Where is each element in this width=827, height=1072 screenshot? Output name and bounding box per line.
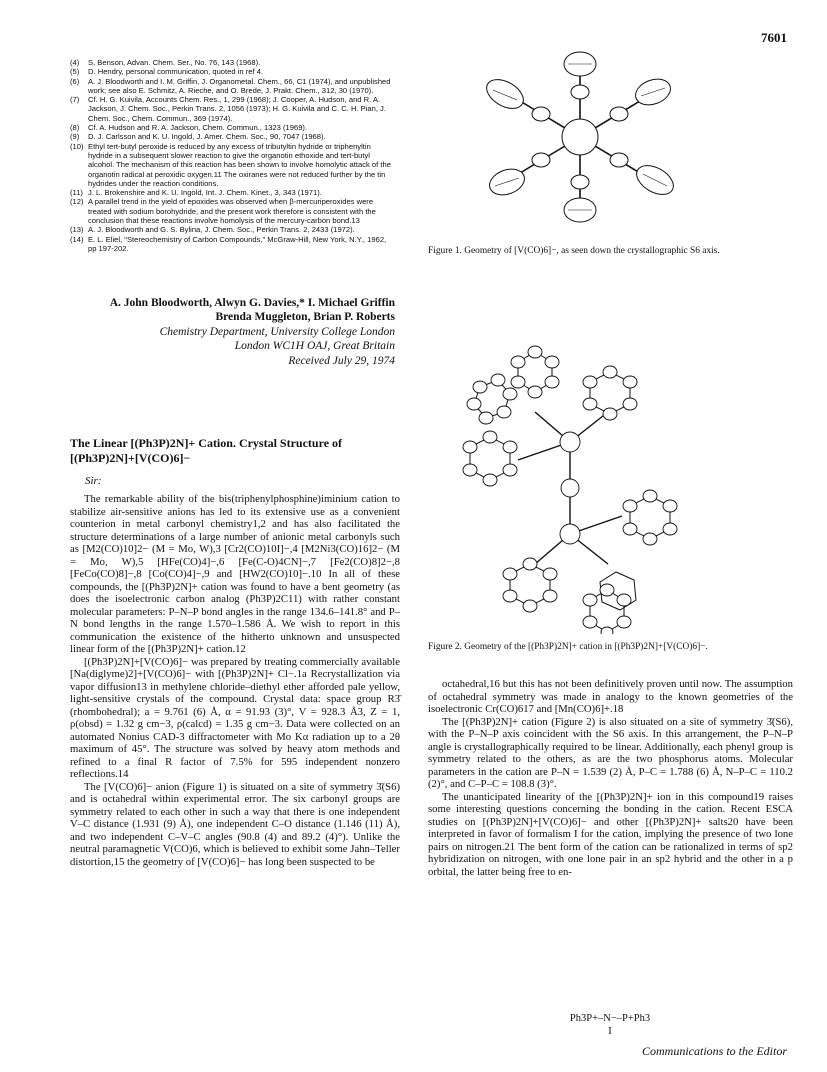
reference-number: (14)	[70, 234, 84, 244]
reference-text: Cf. H. G. Kuivila, Accounts Chem. Res., 1, 299 (1968); J. Cooper, A. Hudson, and R. A. Jackson, J. Chem. Soc., Perkin Trans. 2, 1056 (1973); H. G. Kuivila and C. C. H. Pian, J. Chem. Soc., Chem. Commun., 369 (1974).	[88, 95, 386, 123]
salutation: Sir:	[85, 475, 102, 487]
formula-I	[540, 1012, 680, 1038]
figure-1-caption: Figure 1. Geometry of [V(CO)6]−, as seen down the crystallographic S6 axis.	[428, 246, 720, 256]
reference-number: (4)	[70, 58, 80, 67]
reference-text: Cf. A. Hudson and R. A. Jackson, Chem. Commun., 1323 (1969).	[88, 123, 308, 133]
reference-text: S. Benson, Advan. Chem. Ser., No. 76, 143 (1968).	[88, 58, 261, 67]
formula-structure: Ph3P+–N−–P+Ph3	[569, 1013, 651, 1024]
affiliation: Chemistry Department, University College London	[159, 325, 395, 338]
reference-text: E. L. Eliel, "Stereochemistry of Carbon Compounds," McGraw-Hill, New York, N.Y., 1962, pp 197-202.	[88, 234, 387, 253]
title-line-2: [(Ph3P)2N]+[V(CO)6]−	[70, 451, 191, 465]
paragraph: octahedral,16 but this has not been definitively proven until now. The assumption of octahedral symmetry was made in analogy to the known geometries of the isoelectronic Cr(CO)617 and [Mn(CO)6]+.18	[428, 678, 793, 715]
reference-item	[70, 123, 392, 132]
reference-item	[70, 225, 392, 234]
section-footer: Communications to the Editor	[642, 1044, 787, 1058]
paragraph: The unanticipated linearity of the [(Ph3P)2N]+ ion in this compound19 raises some interesting questions concerning the bonding in the cation. Recent ESCA studies on [(Ph3P)2N]+[V(CO)6]− and other [(Ph3P)2N]+ salts20 have been interpreted in favor of formalism I for the cation, implying the presence of two lone pairs on nitrogen.21 The bent form of the cation can be rationalized in terms of sp2 hybridization on nitrogen, with one lone pair in an sp2 hybrid and the other in a p orbital, the latter being free to en-	[428, 790, 793, 878]
figure-1-vco6-drawing	[465, 46, 695, 228]
reference-number: (8)	[70, 123, 80, 133]
reference-text: A parallel trend in the yield of epoxides was observed when β-mercuriperoxides were treated with sodium borohydride, and the present work therefore is consistent with the conclusion that these reactions involve homolysis of the mercury-carbon bond.13	[88, 197, 376, 226]
reference-item	[70, 188, 392, 197]
reference-text: Ethyl tert-butyl peroxide is reduced by any excess of tributyltin hydride or triphenyltin hydride in a subsequent slower reaction to give the organotin ethoxide and tert-butyl alcohol. The mechanism of this reaction has been shown to involve homolytic attack of the organotin radical at peroxidic oxygen.11 The oxiranes were not reduced further by the tin hydrides under the reaction conditions.	[88, 141, 391, 188]
references-list	[70, 58, 392, 253]
paragraph: [(Ph3P)2N]+[V(CO)6]− was prepared by treating commercially available [Na(diglyme)2]+[V(CO)6]− with [(Ph3P)2N]+ Cl−.1a Recrystallization via vapor diffusion13 in methylene chloride–diethyl ether afforded pale yellow, light-sensitive crystals of the compound. Crystal data: space group R3̄ (rhombohedral); a = 9.761 (6) Å, α = 91.93 (3)°, V = 928.3 Å3, Z = 1, ρ(obsd) = 1.32 g cm−3, ρ(calcd) = 1.35 g cm−3. Data were collected on an automated Nonius CAD-3 diffractometer with Mo Kα radiation up to a 2θ maximum of 45°. The structure was solved by heavy atom methods and refined to a final R factor of 7.5% for 595 independent nonzero reflections.14	[70, 655, 400, 780]
reference-item	[70, 132, 392, 141]
author-names-2: Brenda Muggleton, Brian P. Roberts	[215, 311, 395, 324]
reference-item	[70, 95, 392, 123]
reference-text: A. J. Bloodworth and I. M. Griffin, J. Organometal. Chem., 66, C1 (1974), and unpublished work; see also E. Schmitz, A. Rieche, and O. Brede, J. Prakt. Chem., 312, 30 (1970).	[88, 76, 391, 95]
article-title	[70, 436, 400, 466]
reference-item	[70, 67, 392, 76]
reference-item	[70, 142, 392, 188]
reference-number: (6)	[70, 76, 80, 86]
reference-text: J. L. Brokenshire and K. U. Ingold, Int. J. Chem. Kinet., 3, 343 (1971).	[88, 188, 322, 198]
reference-number: (9)	[70, 132, 80, 142]
formula-label: I	[608, 1026, 612, 1037]
right-column-body	[428, 678, 793, 878]
figure-2-caption: Figure 2. Geometry of the [(Ph3P)2N]+ cation in [(Ph3P)2N]+[V(CO)6]−.	[428, 642, 708, 652]
reference-number: (5)	[70, 67, 80, 77]
title-line-1: The Linear [(Ph3P)2N]+ Cation. Crystal Structure of	[70, 436, 343, 450]
author-block	[70, 296, 395, 368]
reference-item	[70, 197, 392, 225]
reference-number: (7)	[70, 95, 80, 105]
affiliation-address: London WC1H OAJ, Great Britain	[234, 340, 395, 353]
paragraph: The [(Ph3P)2N]+ cation (Figure 2) is also situated on a site of symmetry 3̄(S6), with the P–N–P axis coincident with the S6 axis. In this arrangement, the P–N–P angle is crystallographically required to be linear. Additionally, each phenyl group is symmetry related to the others, as are the two phosphorus atoms. Molecular parameters in the cation are P–N = 1.539 (2) Å, P–C = 1.788 (6) Å, N–P–C = 110.2 (2)°, and C–P–C = 108.8 (3)°.	[428, 715, 793, 790]
paragraph: The remarkable ability of the bis(triphenylphosphine)iminium cation to stabilize air-sensitive anions has led to its extensive use as a convenient counterion in metal carbonyl chemistry1,2 and has also facilitated the structure determinations of a large number of anionic metal carbonyls such as [M2(CO)10]2− (M = Mo, W),3 [Cr2(CO)10I]−,4 [M2Ni3(CO)16]2− (M = Mo, W),5 [HFe(CO)4]−,6 [Fe(C-O)4CN]−,7 [Fe2(CO)8]2−,8 [FeCo(CO)8]−,8 [Co(CO)4]−,9 and [HW2(CO)10]−.10 In all of these compounds, the [(Ph3P)2N]+ cation was found to have a bent geometry (as does the isoelectronic carbon analog (Ph3P)2C11) with rather constant molecular parameters: P–N–P bond angles in the range 134.6–141.8° and P–N bond lengths in the range 1.570–1.586 Å. We wish to report in this communication the existence of the hitherto unknown and unsuspected linear form of the [(Ph3P)2N]+ cation.12	[70, 493, 400, 655]
left-column-body	[70, 493, 400, 868]
reference-number: (11)	[70, 188, 83, 198]
paragraph: The [V(CO)6]− anion (Figure 1) is situated on a site of symmetry 3̄(S6) and is octahedral within experimental error. The six carbonyl groups are symmetry related to each other in such a way that there is one independent V–C distance (1.931 (9) Å), one independent C–O distance (1.146 (11) Å), and two independent C–V–C angles (90.8 (4) and 89.2 (4)°). Unlike the neutral paramagnetic V(CO)6, which is believed to exhibit some Jahn–Teller distortion,15 the geometry of [V(CO)6]− has long been suspected to be	[70, 780, 400, 868]
author-names: A. John Bloodworth, Alwyn G. Davies,* I. Michael Griffin	[109, 297, 395, 309]
figure-2-cation-drawing	[440, 342, 700, 634]
reference-item	[70, 77, 392, 96]
reference-number: (13)	[70, 225, 84, 235]
reference-number: (12)	[70, 197, 84, 207]
reference-item	[70, 235, 392, 254]
reference-text: D. J. Carlsson and K. U. Ingold, J. Amer. Chem. Soc., 90, 7047 (1968).	[88, 132, 326, 142]
reference-number: (10)	[70, 141, 84, 151]
page-number: 7601	[761, 30, 787, 45]
reference-text: A. J. Bloodworth and G. S. Bylina, J. Chem. Soc., Perkin Trans. 2, 2433 (1972).	[88, 225, 355, 235]
reference-text: D. Hendry, personal communication, quoted in ref 4.	[88, 67, 264, 77]
reference-item	[70, 58, 392, 67]
received-date: Received July 29, 1974	[288, 354, 395, 367]
